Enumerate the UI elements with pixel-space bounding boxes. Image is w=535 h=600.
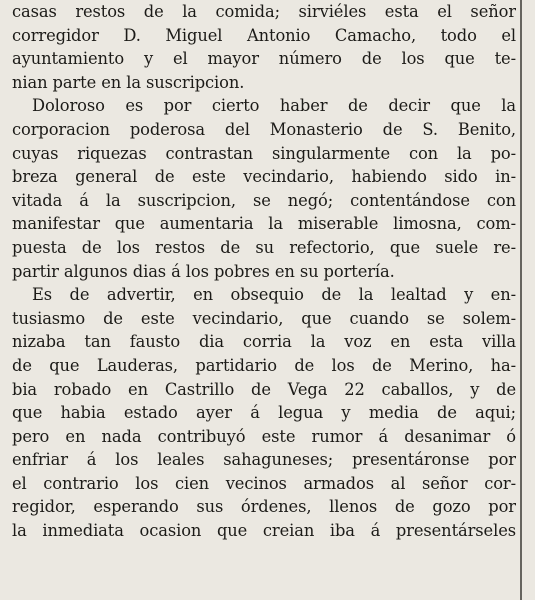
text-line: regidor, esperando sus órdenes, llenos de gozo por [12, 497, 516, 517]
paragraph-start-line: Doloroso es por cierto haber de decir que la [32, 96, 516, 116]
column-rule [520, 0, 522, 600]
paragraph-start-line: Es de advertir, en obsequio de la lealtad y en- [32, 285, 516, 305]
text-line: corporacion poderosa del Monasterio de S. Benito, [12, 119, 516, 139]
text-line: el contrario los cien vecinos armados al señor cor- [12, 473, 516, 493]
text-line: pero en nada contribuyó este rumor á desanimar ó [12, 426, 516, 446]
text-line: que habia estado ayer á legua y media de aqui; [12, 403, 516, 423]
text-line: breza general de este vecindario, habiendo sido in- [12, 167, 516, 187]
text-line: bia robado en Castrillo de Vega 22 caballos, y de [12, 379, 516, 399]
article-text [12, 0, 516, 543]
text-line: nian parte en la suscripcion. [12, 72, 245, 92]
text-line: manifestar que aumentaria la miserable limosna, com- [12, 214, 516, 234]
text-line: la inmediata ocasion que creian iba á presentárseles [12, 521, 516, 541]
text-line: partir algunos dias á los pobres en su portería. [12, 261, 395, 281]
text-line: de que Lauderas, partidario de los de Merino, ha- [12, 355, 516, 375]
text-line: cuyas riquezas contrastan singularmente con la po- [12, 143, 516, 163]
text-line: casas restos de la comida; sirviéles esta el señor [12, 2, 516, 21]
text-line: nizaba tan fausto dia corria la voz en esta villa [12, 332, 516, 352]
text-line: enfriar á los leales sahaguneses; presentáronse por [12, 450, 516, 470]
text-line: corregidor D. Miguel Antonio Camacho, todo el [12, 25, 516, 45]
text-line: tusiasmo de este vecindario, que cuando se solem- [12, 308, 516, 328]
text-line: ayuntamiento y el mayor número de los que te- [12, 49, 516, 69]
text-line: puesta de los restos de su refectorio, que suele re- [12, 237, 516, 257]
text-line: vitada á la suscripcion, se negó; contentándose con [12, 190, 516, 210]
